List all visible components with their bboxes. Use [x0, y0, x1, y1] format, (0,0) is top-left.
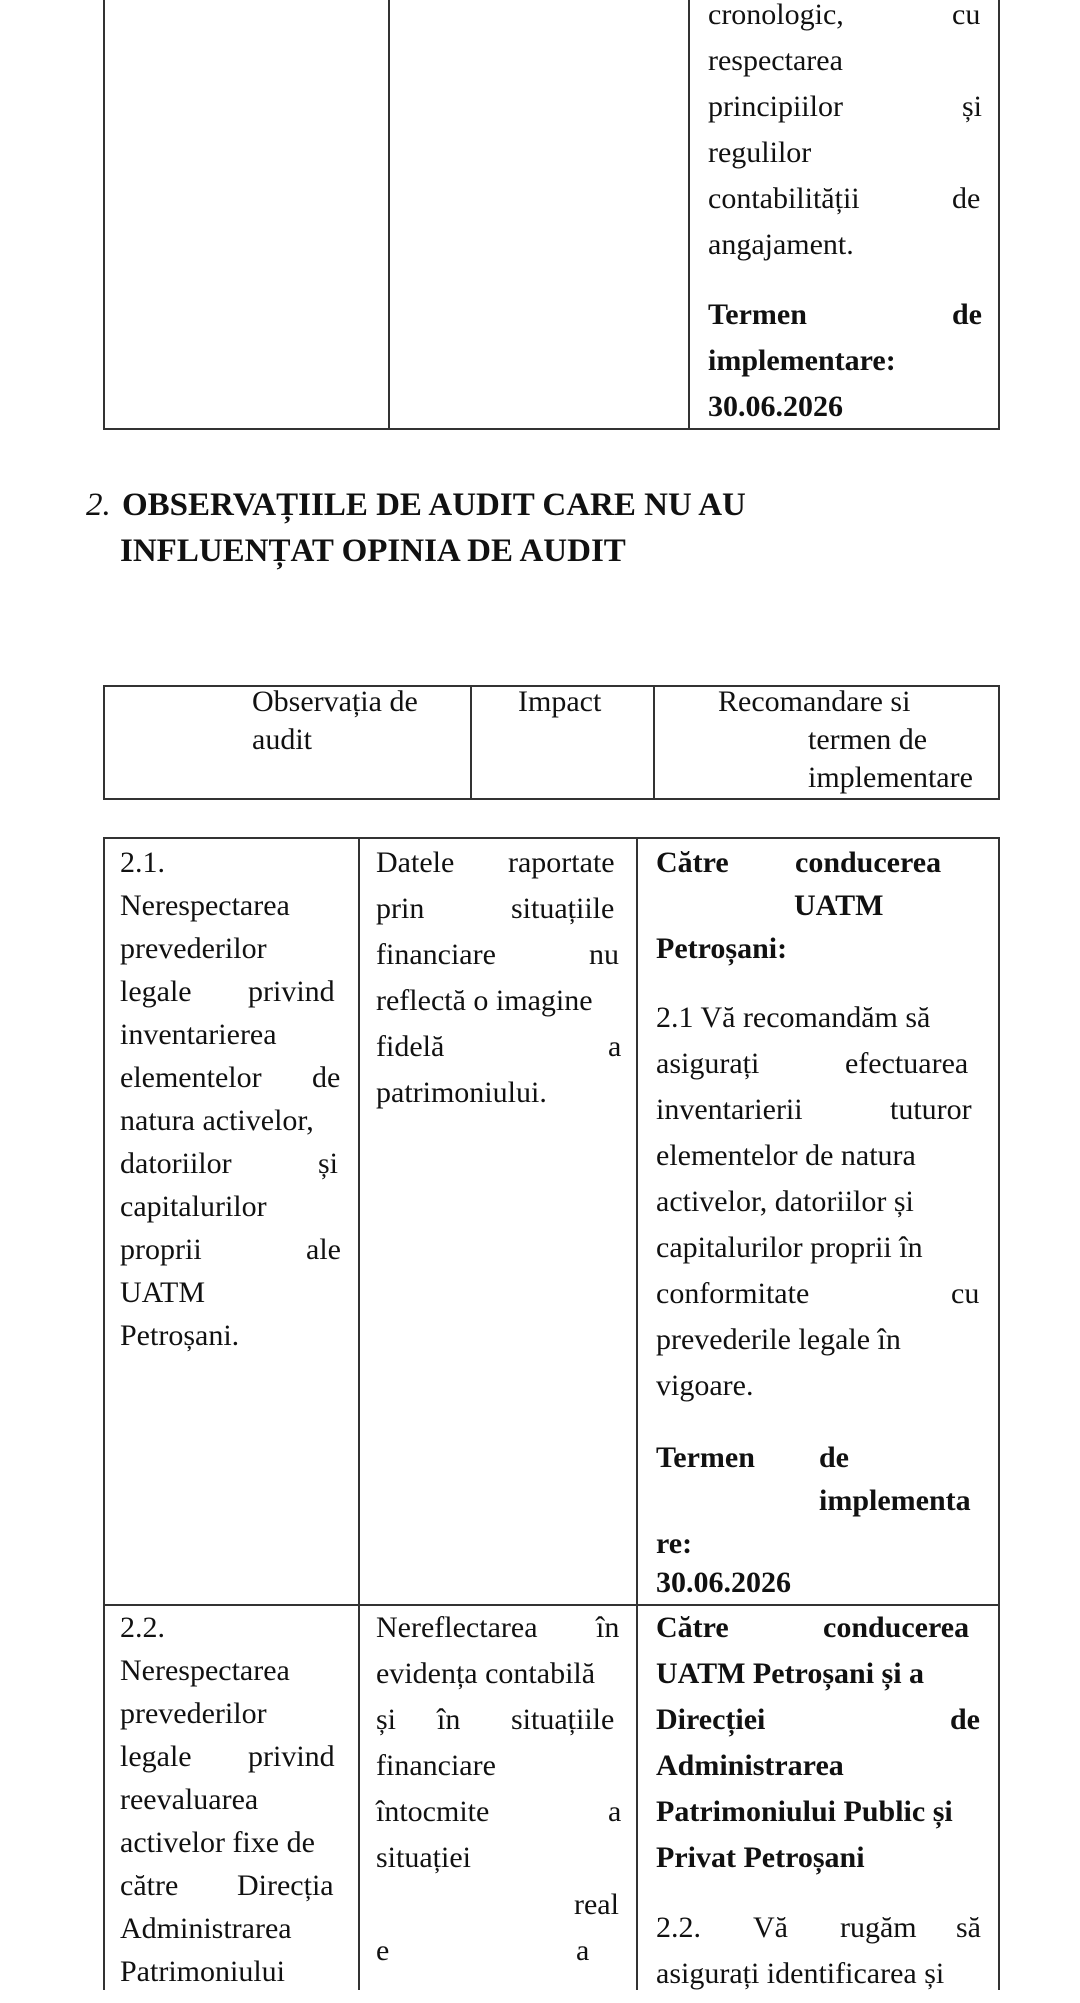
impact-text: situațiile [511, 1703, 615, 1736]
impact-text: Nereflectarea [376, 1611, 538, 1644]
impact-text: situației [376, 1841, 471, 1874]
obs-text: proprii [120, 1233, 202, 1266]
term-label: implementare: [708, 344, 896, 377]
header-recommendation: Recomandare si [718, 685, 911, 718]
rec-text: să [956, 1911, 981, 1944]
rec-text: și [962, 90, 983, 123]
rec-heading: UATM Petroșani și a [656, 1657, 925, 1690]
page-cut-edge [0, 1990, 1080, 2003]
rec-text: inventarierii [656, 1093, 803, 1126]
obs-text: UATM [120, 1276, 206, 1309]
impact-text: evidența contabilă [376, 1657, 596, 1690]
rec-text: principiilor [708, 90, 843, 123]
obs-text: legale [120, 1740, 192, 1773]
rec-text: regulilor [708, 136, 812, 169]
obs-text: Nerespectarea [120, 889, 290, 922]
obs-text: de [312, 1061, 341, 1094]
impact-text: a [576, 1934, 590, 1967]
term-label: re: [656, 1527, 693, 1560]
rec-text: rugăm [840, 1911, 917, 1944]
impact-text: a [608, 1030, 622, 1063]
rec-heading: Către [656, 1611, 729, 1644]
obs-text: capitalurilor [120, 1190, 267, 1223]
rec-heading: Privat Petroșani [656, 1841, 865, 1874]
rec-text: conformitate [656, 1277, 810, 1310]
obs-text: natura activelor, [120, 1104, 314, 1137]
section-number: 2. [86, 487, 111, 523]
term-label: de [952, 298, 982, 331]
rec-text: respectarea [708, 44, 843, 77]
header-recommendation: implementare [808, 761, 973, 794]
term-label: de [819, 1441, 849, 1474]
impact-text: și [376, 1703, 397, 1736]
impact-text: patrimoniului. [376, 1076, 547, 1109]
impact-text: raportate [508, 846, 615, 879]
obs-text: legale [120, 975, 192, 1008]
rec-text: elementelor de natura [656, 1139, 916, 1172]
rec-text: vigoare. [656, 1369, 754, 1402]
rec-text: 2.1 Vă recomandăm să [656, 1001, 931, 1034]
header-observation: audit [252, 723, 312, 756]
section-title-line2: INFLUENȚAT OPINIA DE AUDIT [120, 533, 626, 569]
rec-heading: Administrarea [656, 1749, 844, 1782]
impact-text: financiare [376, 938, 496, 971]
obs-text: reevaluarea [120, 1783, 259, 1816]
header-observation: Observația de [252, 685, 418, 718]
rec-heading: de [950, 1703, 980, 1736]
impact-text: Datele [376, 846, 455, 879]
term-label: Termen [656, 1441, 755, 1474]
obs-text: datoriilor [120, 1147, 232, 1180]
obs-text: Petroșani. [120, 1319, 240, 1352]
rec-text: tuturor [890, 1093, 972, 1126]
rec-text: capitalurilor proprii în [656, 1231, 923, 1264]
obs-text: Patrimoniului [120, 1955, 285, 1988]
impact-text: e [376, 1934, 390, 1967]
rec-text: asigurați [656, 1047, 760, 1080]
rec-text: asigurați identificarea și [656, 1957, 945, 1990]
header-impact: Impact [518, 685, 602, 718]
impact-text: fidelă [376, 1030, 445, 1063]
obs-text: elementelor [120, 1061, 262, 1094]
impact-text: întocmite [376, 1795, 490, 1828]
rec-text: de [952, 182, 981, 215]
obs-text: Direcția [237, 1869, 334, 1902]
rec-text: cronologic, [708, 0, 844, 31]
impact-text: prin [376, 892, 425, 925]
rec-text: activelor, datoriilor și [656, 1185, 914, 1218]
impact-text: financiare [376, 1749, 496, 1782]
rec-text: prevederile legale în [656, 1323, 901, 1356]
rec-text: cu [951, 1277, 980, 1310]
obs-text: și [318, 1147, 339, 1180]
impact-text: real [574, 1888, 619, 1921]
rec-heading: UATM [794, 889, 884, 922]
impact-text: a [608, 1795, 622, 1828]
obs-text: 2.2. [120, 1611, 165, 1644]
obs-text: prevederilor [120, 1697, 267, 1730]
term-date: 30.06.2026 [708, 390, 843, 423]
rec-text: cu [952, 0, 981, 31]
term-label: Termen [708, 298, 807, 331]
impact-text: reflectă o imagine [376, 984, 593, 1017]
impact-text: în [437, 1703, 461, 1736]
rec-heading: conducerea [823, 1611, 970, 1644]
obs-text: ale [306, 1233, 341, 1266]
obs-text: inventarierea [120, 1018, 277, 1051]
obs-text: privind [248, 975, 335, 1008]
rec-heading: conducerea [795, 846, 942, 879]
rec-text: angajament. [708, 228, 854, 261]
rec-heading: Direcției [656, 1703, 766, 1736]
rec-heading: Petroșani: [656, 932, 788, 965]
impact-text: situațiile [511, 892, 615, 925]
impact-text: în [596, 1611, 620, 1644]
obs-text: activelor fixe de [120, 1826, 315, 1859]
rec-text: 2.2. [656, 1911, 701, 1944]
impact-text: nu [589, 938, 619, 971]
term-label: implementa [819, 1484, 971, 1517]
term-date: 30.06.2026 [656, 1566, 791, 1599]
rec-text: efectuarea [845, 1047, 969, 1080]
obs-text: 2.1. [120, 846, 165, 879]
rec-text: Vă [753, 1911, 788, 1944]
rec-text: contabilității [708, 182, 860, 215]
obs-text: privind [248, 1740, 335, 1773]
rec-heading: Patrimoniului Public și [656, 1795, 953, 1828]
section-title-line1: OBSERVAȚIILE DE AUDIT CARE NU AU [122, 487, 746, 523]
obs-text: Administrarea [120, 1912, 292, 1945]
obs-text: prevederilor [120, 932, 267, 965]
obs-text: către [120, 1869, 179, 1902]
rec-heading: Către [656, 846, 729, 879]
obs-text: Nerespectarea [120, 1654, 290, 1687]
header-recommendation: termen de [808, 723, 928, 756]
